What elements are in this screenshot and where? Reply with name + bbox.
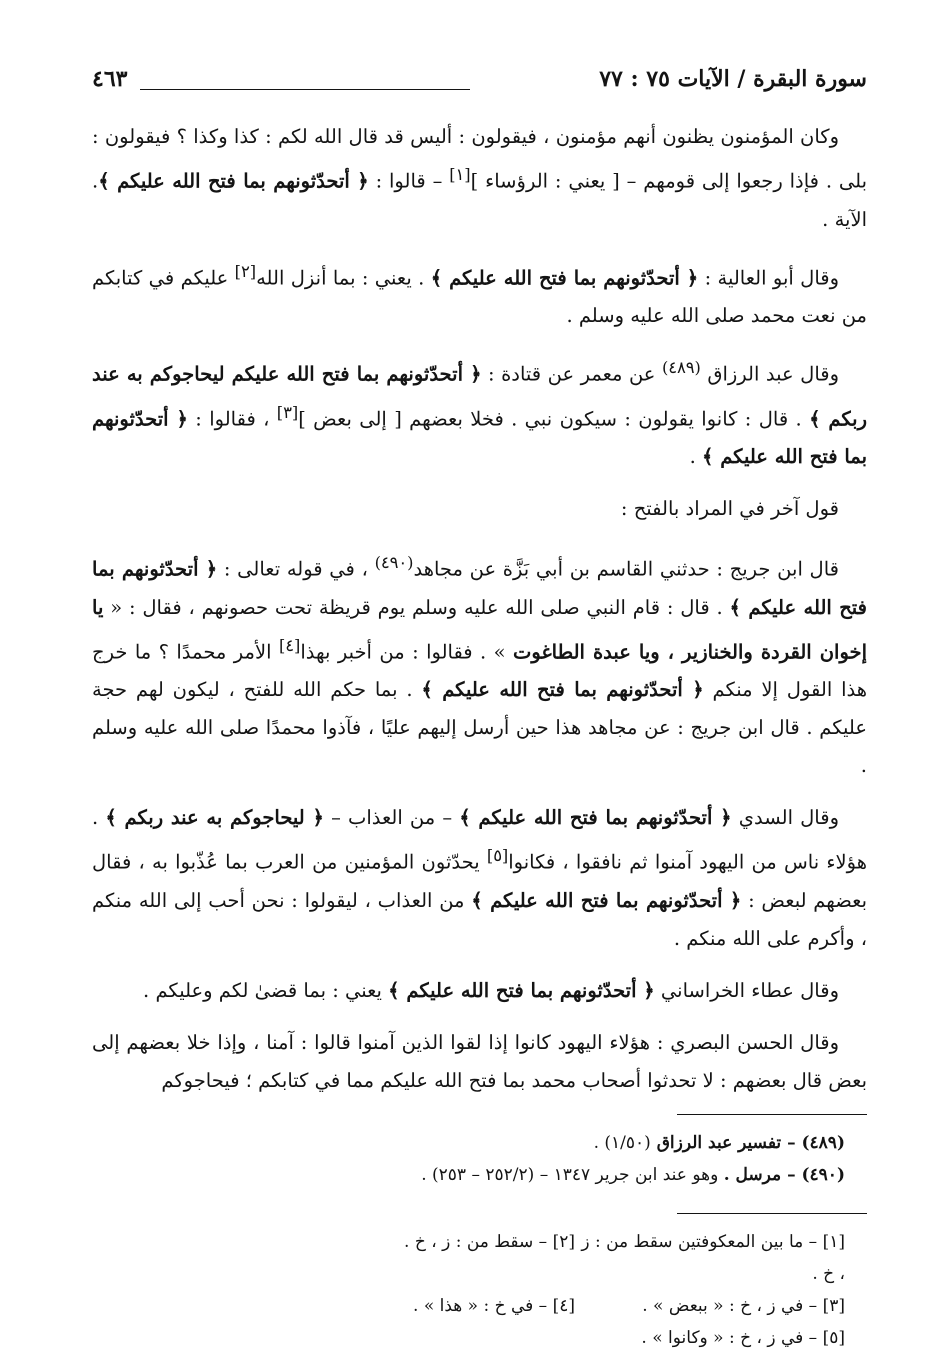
page-number: ٤٦٣ xyxy=(92,66,128,92)
quoted-verse: ﴿ ليحاجوكم به عند ربكم ﴾ xyxy=(105,806,324,829)
note-marker: (٤٩٠) xyxy=(374,553,414,572)
quoted-verse: ﴿ أتحدّثونهم بما فتح الله عليكم ﴾ xyxy=(430,266,699,289)
notes-separator xyxy=(677,1213,867,1214)
text-run: . بما حكم الله للفتح ، ليكون لهم حجة عليكم . قال ابن جريج : عن مجاهد هذا حين أرسل إليهم عليًا ، فآذوا محمدًا صلى الله عليه وسلم . xyxy=(92,678,867,777)
notes-row xyxy=(92,1226,845,1290)
text-run: – قالوا : xyxy=(368,169,450,193)
quoted-verse: يا إخوان القردة والخنازير ، ويا عبدة الطاغوت xyxy=(92,595,867,663)
book-page xyxy=(92,56,867,1354)
text-run: . يعني : بما أنزل الله xyxy=(256,266,431,289)
text-run: . هؤلاء ناس من اليهود آمنوا ثم نافقوا ، فكانوا xyxy=(92,806,868,874)
quoted-verse: ﴿ أتحدّثونهم بما فتح الله عليكم ليحاجوكم به عند ربكم ﴾ xyxy=(92,362,868,430)
quoted-verse: ﴿ أتحدّثونهم بما فتح الله عليكم ﴾ xyxy=(459,806,732,829)
running-title: سورة البقرة / الآيات ٧٥ : ٧٧ xyxy=(599,66,867,92)
main-text xyxy=(92,118,867,1100)
text-run: . قال : قام النبي صلى الله عليه وسلم يوم قريظة تحت حصونهم ، فقال : « xyxy=(103,595,730,619)
quoted-verse: ﴿ أتحدّثونهم بما فتح الله عليكم ﴾ xyxy=(98,169,369,193)
quoted-verse: (٤٨٩) – تفسير عبد الرزاق xyxy=(650,1132,845,1153)
paragraph xyxy=(92,349,867,476)
text-run: قول آخر في المراد بالفتح : xyxy=(620,497,839,520)
variant-note: [٢] – سقط من : ز ، خ . xyxy=(404,1231,575,1252)
text-run: قال ابن جريج : حدثني القاسم بن أبي بَزَّة عن مجاهد xyxy=(413,557,839,581)
footnote-separator xyxy=(677,1114,867,1115)
text-run: من العذاب ، ليقولوا : نحن أحب إلى الله منكم ، وأكرم على الله منكم . xyxy=(92,888,867,950)
note-marker: [١] xyxy=(449,165,471,184)
text-run: وقال عطاء الخراساني xyxy=(654,978,839,1002)
quoted-verse: ﴿ أتحدّثونهم بما فتح الله عليكم ﴾ xyxy=(471,888,742,912)
text-run: الأمر محمدًا ؟ ما خرج هذا القول إلا منكم xyxy=(92,640,868,701)
text-run: ، في قوله تعالى : xyxy=(217,557,375,581)
text-run: . قال : كانوا يقولون : سيكون نبي . فخلا بعضهم [ إلى بعض ] xyxy=(298,407,810,430)
text-run: عليكم في كتابكم من نعت محمد صلى الله عليه وسلم . xyxy=(92,266,867,327)
footnote xyxy=(92,1159,867,1191)
text-run: (١/٥٠) . xyxy=(593,1132,651,1153)
quoted-verse: ﴿ أتحدّثونهم بما فتح الله عليكم ﴾ xyxy=(92,407,867,468)
text-run: – من العذاب – xyxy=(323,806,460,829)
text-run: عن معمر عن قتادة : xyxy=(481,362,662,386)
paragraph xyxy=(92,972,867,1010)
text-run: وقال السدي xyxy=(731,806,839,829)
paragraph xyxy=(92,253,867,336)
text-run: يعني : بما قضىٰ لكم وعليكم . xyxy=(143,978,389,1002)
note-marker: [٣] xyxy=(276,402,299,422)
text-run: ، فقالوا : xyxy=(187,407,277,430)
text-run: وكان المؤمنون يظنون أنهم مؤمنون ، فيقولون : أليس قد قال الله لكم : كذا وكذا ؟ فيقولون : بلى . فإذا رجعوا إلى قومهم – [ يعني : الرؤساء ] xyxy=(92,125,868,193)
quoted-verse: ﴿ أتحدّثونهم بما فتح الله عليكم ﴾ xyxy=(92,557,868,619)
text-run: وقال عبد الرزاق xyxy=(700,362,840,386)
variant-note: [٣] – في ز ، خ : « ببعض » . xyxy=(642,1295,845,1316)
text-run: يحدّثون المؤمنين من العرب بما عُذّبوا به ، فقال بعضهم لبعض : xyxy=(92,850,868,912)
note-marker: (٤٨٩) xyxy=(661,358,701,377)
text-run: وقال الحسن البصري : هؤلاء اليهود كانوا إذا لقوا الذين آمنوا قالوا : آمنا ، وإذا خلا بعضهم إلى بعض قال بعضهم : لا تحدثوا أصحاب محمد بما فتح الله عليكم مما في كتابكم ؛ فيحاجوكم xyxy=(92,1030,867,1092)
paragraph xyxy=(92,544,867,785)
paragraph xyxy=(92,1024,867,1100)
variant-note: [١] – ما بين المعكوفتين سقط من : ز ، خ . xyxy=(581,1231,845,1284)
quoted-verse: ﴿ أتحدّثونهم بما فتح الله عليكم ﴾ xyxy=(388,978,655,1002)
paragraph xyxy=(92,799,867,958)
section-heading xyxy=(92,490,867,528)
text-run: » . فقالوا : من أخبر بهذا xyxy=(300,640,514,663)
paragraph xyxy=(92,118,867,239)
notes-row xyxy=(92,1322,845,1354)
note-marker: [٥] xyxy=(486,846,509,865)
text-run: وقال أبو العالية : xyxy=(698,266,839,289)
note-marker: [٢] xyxy=(234,261,257,281)
footnote xyxy=(92,1127,867,1159)
quoted-verse: ﴿ أتحدّثونهم بما فتح الله عليكم ﴾ xyxy=(421,678,704,701)
note-marker: [٤] xyxy=(278,635,301,655)
footnotes xyxy=(92,1127,867,1191)
text-run: وهو عند ابن جرير ١٣٤٧ – (٢٥٢/٢ – ٢٥٣) . xyxy=(421,1164,724,1185)
notes-row xyxy=(92,1290,845,1322)
manuscript-notes xyxy=(92,1226,867,1354)
text-run: . xyxy=(689,445,702,468)
text-run: . الآية . xyxy=(92,169,867,231)
quoted-verse: (٤٩٠) – مرسل . xyxy=(723,1164,845,1185)
page-header xyxy=(92,56,867,104)
variant-note: [٤] – في خ : « هذا » . xyxy=(413,1295,575,1316)
header-rule xyxy=(140,89,470,90)
variant-note: [٥] – في ز ، خ : « وكانوا » . xyxy=(641,1327,845,1348)
